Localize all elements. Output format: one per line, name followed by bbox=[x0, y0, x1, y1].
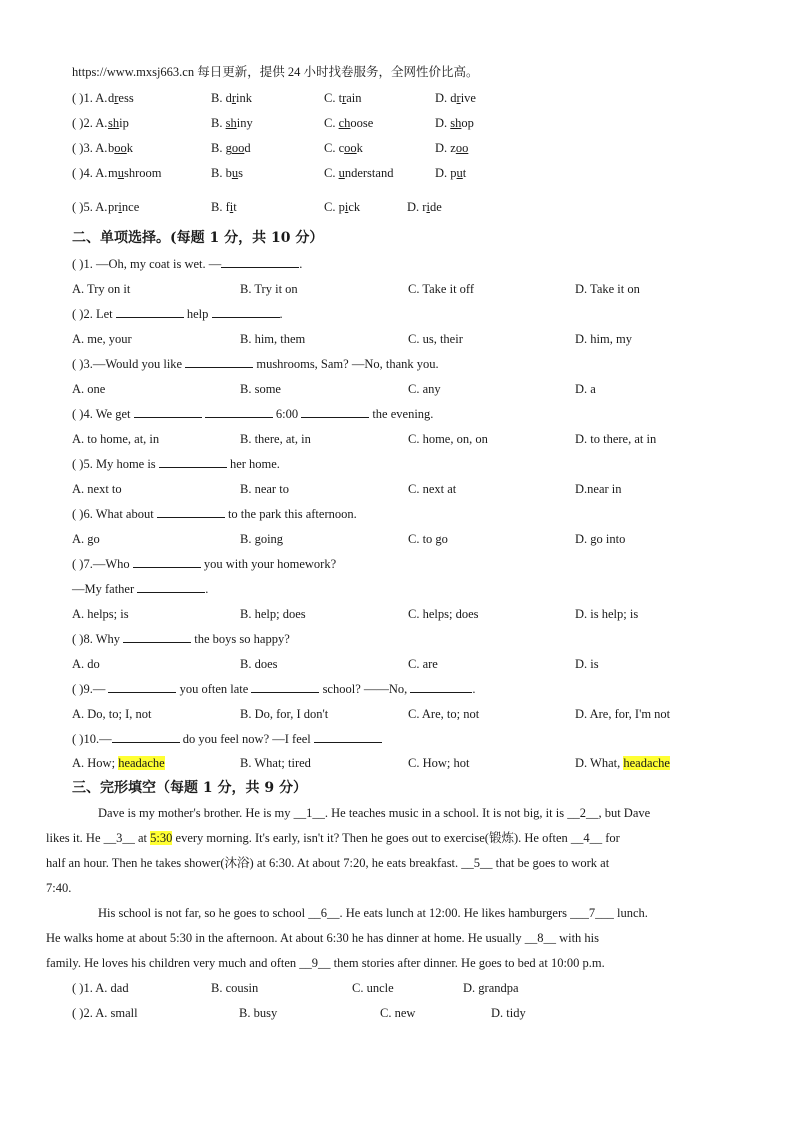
q2-10-option-a: A. How; headache bbox=[72, 756, 165, 770]
phonetics-number: ( )3. A. bbox=[72, 141, 108, 155]
option-a: A. do bbox=[72, 657, 100, 671]
phonetics-row-4 bbox=[72, 165, 532, 183]
q2-10-option-c: C. How; hot bbox=[408, 756, 470, 770]
q2-3-options bbox=[72, 381, 712, 399]
underlined-letters: ch bbox=[338, 116, 351, 130]
q2-8-stem: ( )8. Why the boys so happy? bbox=[72, 632, 290, 646]
word-part: t bbox=[233, 200, 237, 214]
word-part: de bbox=[429, 200, 442, 214]
phonetics-number: ( )2. A. bbox=[72, 116, 108, 130]
option-d: D. to there, at in bbox=[575, 432, 657, 446]
option-a: A. Try on it bbox=[72, 282, 131, 296]
underlined-letters: oo bbox=[114, 141, 127, 155]
option-d: D. is bbox=[575, 657, 599, 671]
q2-1-stem: ( )1. —Oh, my coat is wet. — . bbox=[72, 257, 303, 271]
word-part: C. bbox=[324, 116, 339, 130]
option-b: B. near to bbox=[240, 482, 289, 496]
q2-2-options bbox=[72, 331, 712, 349]
q2-9-options bbox=[72, 706, 712, 724]
q2-10-stem: ( )10.— do you feel now? —I feel bbox=[72, 731, 382, 747]
option-c: C. us, their bbox=[408, 332, 463, 346]
q2-10-option-b: B. What; tired bbox=[240, 756, 311, 770]
phonetics-option bbox=[211, 165, 243, 181]
q2-3-stem: ( )3.—Would you like mushrooms, Sam? —No, thank you. bbox=[72, 357, 439, 371]
option-b: B. there, at, in bbox=[240, 432, 311, 446]
phonetics-option bbox=[407, 199, 442, 215]
option-a: A. one bbox=[72, 382, 106, 396]
q2-6-options bbox=[72, 531, 712, 549]
word-part: pr bbox=[108, 200, 119, 214]
word-part: C. c bbox=[324, 141, 345, 155]
q2-7-stem: ( )7.—Who you with your homework? bbox=[72, 557, 337, 571]
phonetics-option bbox=[211, 199, 237, 215]
word-part: ck bbox=[348, 200, 361, 214]
option-c: C. any bbox=[408, 382, 441, 396]
underlined-letters: u bbox=[117, 166, 124, 180]
word-part: ive bbox=[460, 91, 476, 105]
word-part: shroom bbox=[123, 166, 162, 180]
word-part: ess bbox=[118, 91, 134, 105]
word-part: B. d bbox=[211, 91, 232, 105]
q3-2-option-c: C. new bbox=[380, 1006, 416, 1020]
option-b: B. Try it on bbox=[240, 282, 298, 296]
word-part: D. z bbox=[435, 141, 456, 155]
phonetics-option bbox=[435, 165, 466, 181]
underlined-letters: oo bbox=[231, 141, 245, 155]
phonetics-option bbox=[211, 140, 251, 156]
option-a: A. helps; is bbox=[72, 607, 129, 621]
phonetics-number: ( )5. A. bbox=[72, 200, 108, 214]
q3-1-row bbox=[72, 980, 712, 998]
word-part: B. b bbox=[211, 166, 232, 180]
word-part: D. r bbox=[407, 200, 427, 214]
phonetics-row-3 bbox=[72, 140, 532, 158]
word-part: d bbox=[108, 91, 115, 105]
word-part: b bbox=[108, 141, 115, 155]
phonetics-option bbox=[324, 199, 360, 215]
word-part: D. p bbox=[435, 166, 457, 180]
q3-1-option-c: C. uncle bbox=[352, 981, 394, 995]
q3-2-option-b: B. busy bbox=[239, 1006, 278, 1020]
word-part: nderstand bbox=[344, 166, 394, 180]
option-d: D. go into bbox=[575, 532, 626, 546]
word-part: s bbox=[238, 166, 243, 180]
word-part: d bbox=[244, 141, 251, 155]
option-a: A. next to bbox=[72, 482, 122, 496]
underlined-letters: i bbox=[344, 200, 349, 214]
word-part: C. p bbox=[324, 200, 345, 214]
word-part: B. g bbox=[211, 141, 232, 155]
phonetics-number: ( )4. A. bbox=[72, 166, 108, 180]
section3-title: 三、完形填空（每题 1 分，共 9 分） bbox=[72, 780, 307, 796]
q2-2-stem: ( )2. Let help . bbox=[72, 307, 283, 321]
underlined-letters: r bbox=[456, 91, 461, 105]
option-a: A. me, your bbox=[72, 332, 132, 346]
option-d: D. him, my bbox=[575, 332, 632, 346]
underlined-letters: i bbox=[426, 200, 430, 214]
word-part: D. d bbox=[435, 91, 457, 105]
q3-2-option-d: D. tidy bbox=[491, 1006, 526, 1020]
option-b: B. help; does bbox=[240, 607, 306, 621]
option-c: C. to go bbox=[408, 532, 448, 546]
q3-2-row bbox=[72, 1005, 712, 1023]
option-c: C. helps; does bbox=[408, 607, 479, 621]
word-part: t bbox=[462, 166, 467, 180]
phonetics-option bbox=[324, 90, 362, 106]
q2-9-stem: ( )9.— you often late school? ——No, . bbox=[72, 682, 476, 696]
page-header-url: https://www.mxsj663.cn 每日更新，提供 24 小时找卷服务，全网性价比高。 bbox=[72, 65, 479, 79]
underlined-letters: sh bbox=[108, 116, 120, 130]
cloze-paragraph-1: Dave is my mother's brother. He is my __1__. He teaches music in a school. It is not big, it is __2__, but Dave likes it. He __3__ at 5:30 every morning. It's early, isn't it? Then he goes out to exercise(锻炼). He often __4__ for half an hour. Then he takes shower(沐浴) at 6:30. At about 7:20, he eats breakfast. __5__ that be goes to work at 7:40. bbox=[46, 806, 651, 895]
section2-title: 二、单项选择。(每题 1 分，共 10 分） bbox=[72, 230, 324, 246]
phonetics-row-1 bbox=[72, 90, 532, 108]
word-part: D. bbox=[435, 116, 451, 130]
phonetics-option bbox=[324, 115, 373, 131]
word-part: nce bbox=[121, 200, 140, 214]
word-part: m bbox=[108, 166, 118, 180]
option-d: D. a bbox=[575, 382, 596, 396]
q2-4-stem: ( )4. We get 6:00 the evening. bbox=[72, 407, 434, 421]
underlined-letters: sh bbox=[225, 116, 237, 130]
phonetics-option bbox=[435, 140, 468, 156]
word-part: ip bbox=[119, 116, 129, 130]
cloze-paragraph-2: His school is not far, so he goes to school __6__. He eats lunch at 12:00. He likes hamburgers ___7___ lunch. He walks home at about 5:30 in the afternoon. At about 6:30 he has dinner at home. He usually __8__ with his family. He loves his children very much and often __9__ them stories after dinner. He goes to bed at 10:00 p.m. bbox=[46, 906, 648, 970]
q2-10-option-d: D. What, headache bbox=[575, 756, 670, 770]
word-part: k bbox=[126, 141, 133, 155]
underlined-letters: u bbox=[338, 166, 345, 180]
option-a: A. go bbox=[72, 532, 100, 546]
option-b: B. Do, for, I don't bbox=[240, 707, 329, 721]
word-part: k bbox=[356, 141, 363, 155]
underlined-letters: r bbox=[342, 91, 347, 105]
phonetics-option bbox=[324, 140, 363, 156]
option-d: D. is help; is bbox=[575, 607, 639, 621]
underlined-letters: r bbox=[231, 91, 237, 105]
option-b: B. does bbox=[240, 657, 278, 671]
option-c: C. Take it off bbox=[408, 282, 475, 296]
q2-6-stem: ( )6. What about to the park this afternoon. bbox=[72, 507, 357, 521]
word-part: ink bbox=[236, 91, 252, 105]
word-part: C. bbox=[324, 166, 339, 180]
option-a: A. to home, at, in bbox=[72, 432, 160, 446]
word-part: B. bbox=[211, 116, 226, 130]
underlined-letters: u bbox=[231, 166, 239, 180]
option-a: A. Do, to; I, not bbox=[72, 707, 152, 721]
q2-1-options bbox=[72, 281, 712, 299]
underlined-letters: oo bbox=[344, 141, 357, 155]
underlined-letters: u bbox=[456, 166, 463, 180]
option-c: C. home, on, on bbox=[408, 432, 488, 446]
option-c: C. are bbox=[408, 657, 438, 671]
word-part: iny bbox=[236, 116, 253, 130]
q3-1-option-a: ( )1. A. dad bbox=[72, 981, 129, 995]
phonetics-option bbox=[324, 165, 393, 181]
underlined-letters: oo bbox=[455, 141, 469, 155]
option-d: D.near in bbox=[575, 482, 622, 496]
phonetics-option bbox=[108, 165, 161, 181]
q3-1-option-d: D. grandpa bbox=[463, 981, 519, 995]
q2-7-options bbox=[72, 606, 712, 624]
option-c: C. Are, to; not bbox=[408, 707, 480, 721]
q3-1-option-b: B. cousin bbox=[211, 981, 259, 995]
q2-5-stem: ( )5. My home is her home. bbox=[72, 457, 280, 471]
word-part: op bbox=[461, 116, 474, 130]
phonetics-row-5 bbox=[72, 199, 532, 217]
option-b: B. some bbox=[240, 382, 281, 396]
word-part: ain bbox=[346, 91, 362, 105]
phonetics-option bbox=[108, 140, 133, 156]
option-b: B. him, them bbox=[240, 332, 306, 346]
word-part: B. f bbox=[211, 200, 230, 214]
phonetics-option bbox=[435, 115, 474, 131]
option-b: B. going bbox=[240, 532, 284, 546]
q2-5-options bbox=[72, 481, 712, 499]
phonetics-option bbox=[211, 90, 252, 106]
q2-4-options bbox=[72, 431, 712, 449]
phonetics-option bbox=[108, 115, 129, 131]
q2-10-options bbox=[72, 755, 712, 773]
underlined-letters: sh bbox=[450, 116, 462, 130]
underlined-letters: i bbox=[118, 200, 122, 214]
phonetics-option bbox=[108, 199, 139, 215]
word-part: C. t bbox=[324, 91, 343, 105]
underlined-letters: r bbox=[114, 91, 119, 105]
phonetics-number: ( )1. A. bbox=[72, 91, 108, 105]
option-c: C. next at bbox=[408, 482, 457, 496]
option-d: D. Are, for, I'm not bbox=[575, 707, 671, 721]
phonetics-row-2 bbox=[72, 115, 532, 133]
option-d: D. Take it on bbox=[575, 282, 640, 296]
q3-2-option-a: ( )2. A. small bbox=[72, 1006, 138, 1020]
q2-7-answer-line: —My father . bbox=[72, 582, 209, 596]
word-part: oose bbox=[350, 116, 374, 130]
phonetics-option bbox=[211, 115, 253, 131]
underlined-letters: i bbox=[229, 200, 234, 214]
q2-8-options bbox=[72, 656, 712, 674]
phonetics-option bbox=[108, 90, 134, 106]
phonetics-option bbox=[435, 90, 476, 106]
